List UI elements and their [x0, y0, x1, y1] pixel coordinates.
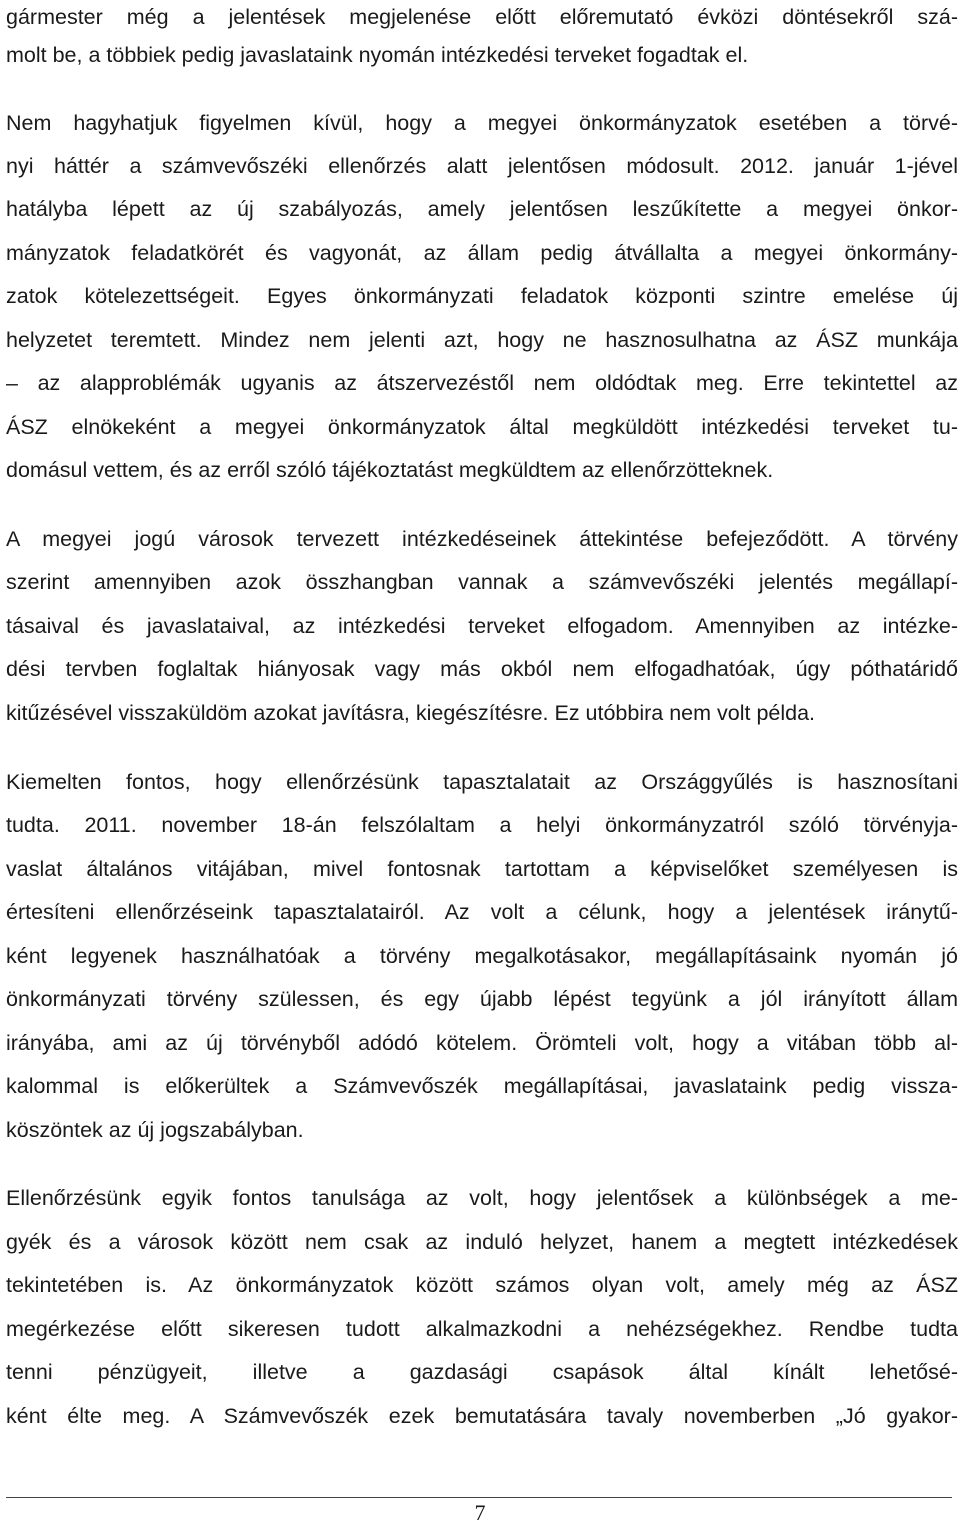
text-line: tekintetében is. Az önkormányzatok között számos olyan volt, amely még az ÁSZ: [6, 1273, 958, 1297]
text-line: mányzatok feladatkörét és vagyonát, az állam pedig átvállalta a megyei önkormány-: [6, 241, 958, 265]
page-number: 7: [474, 1500, 486, 1525]
text-line: értesíteni ellenőrzéseink tapasztalatairól. Az volt a célunk, hogy a jelentések iránytű-: [6, 900, 958, 924]
text-line: szerint amennyiben azok összhangban vannak a számvevőszéki jelentés megállapí-: [6, 570, 958, 594]
text-line: Ellenőrzésünk egyik fontos tanulsága az volt, hogy jelentősek a különbségek a me-: [6, 1186, 958, 1210]
text-line: kalommal is előkerültek a Számvevőszék megállapításai, javaslataink pedig vissza-: [6, 1074, 958, 1098]
text-line: tudta. 2011. november 18-án felszólaltam a helyi önkormányzatról szóló törvényja-: [6, 813, 958, 837]
text-line: Nem hagyhatjuk figyelmen kívül, hogy a megyei önkormányzatok esetében a törvé-: [6, 111, 958, 135]
text-line: köszöntek az új jogszabályban.: [6, 1118, 304, 1142]
text-line: gyék és a városok között nem csak az induló helyzet, hanem a megtett intézkedések: [6, 1230, 958, 1254]
text-line: zatok kötelezettségeit. Egyes önkormányzati feladatok központi szintre emelése új: [6, 284, 958, 308]
text-line: megérkezése előtt sikeresen tudott alkalmazkodni a nehézségekhez. Rendbe tudta: [6, 1317, 958, 1341]
text-line: hatályba lépett az új szabályozás, amely jelentősen leszűkítette a megyei önkor-: [6, 197, 958, 221]
text-line: domásul vettem, és az erről szóló tájékoztatást megküldtem az ellenőrzötteknek.: [6, 458, 774, 482]
text-line: – az alapproblémák ugyanis az átszervezéstől nem oldódtak meg. Erre tekintettel az: [6, 371, 958, 395]
text-line: A megyei jogú városok tervezett intézkedéseinek áttekintése befejeződött. A törvény: [6, 527, 958, 551]
text-line: kitűzésével visszaküldöm azokat javításra, kiegészítésre. Ez utóbbira nem volt példa.: [6, 701, 816, 725]
footer-divider: [6, 1497, 952, 1498]
text-line: ként élte meg. A Számvevőszék ezek bemutatására tavaly novemberben „Jó gyakor-: [6, 1404, 958, 1428]
text-line: ÁSZ elnökeként a megyei önkormányzatok által megküldött intézkedési terveket tu-: [6, 415, 958, 439]
text-line: gármester még a jelentések megjelenése előtt előremutató évközi döntésekről szá-: [6, 5, 958, 29]
text-line: molt be, a többiek pedig javaslataink nyomán intézkedési terveket fogadtak el.: [6, 43, 749, 67]
text-line: irányába, ami az új törvényből adódó kötelem. Örömteli volt, hogy a vitában több al-: [6, 1031, 958, 1055]
text-line: ként legyenek használhatóak a törvény megalkotásakor, megállapításaink nyomán jó: [6, 944, 958, 968]
text-line: helyzetet teremtett. Mindez nem jelenti azt, hogy ne hasznosulhatna az ÁSZ munkája: [6, 328, 958, 352]
text-line: tenni pénzügyeit, illetve a gazdasági csapások által kínált lehetősé-: [6, 1360, 958, 1384]
text-line: vaslat általános vitájában, mivel fontosnak tartottam a képviselőket személyesen is: [6, 857, 958, 881]
text-line: dési tervben foglaltak hiányosak vagy más okból nem elfogadhatóak, úgy póthatáridő: [6, 657, 958, 681]
text-line: tásaival és javaslataival, az intézkedési terveket elfogadom. Amennyiben az intézke-: [6, 614, 958, 638]
text-line: nyi háttér a számvevőszéki ellenőrzés alatt jelentősen módosult. 2012. január 1-jével: [6, 154, 958, 178]
text-line: Kiemelten fontos, hogy ellenőrzésünk tapasztalatait az Országgyűlés is hasznosítani: [6, 770, 958, 794]
text-line: önkormányzati törvény szülessen, és egy újabb lépést tegyünk a jól irányított állam: [6, 987, 958, 1011]
